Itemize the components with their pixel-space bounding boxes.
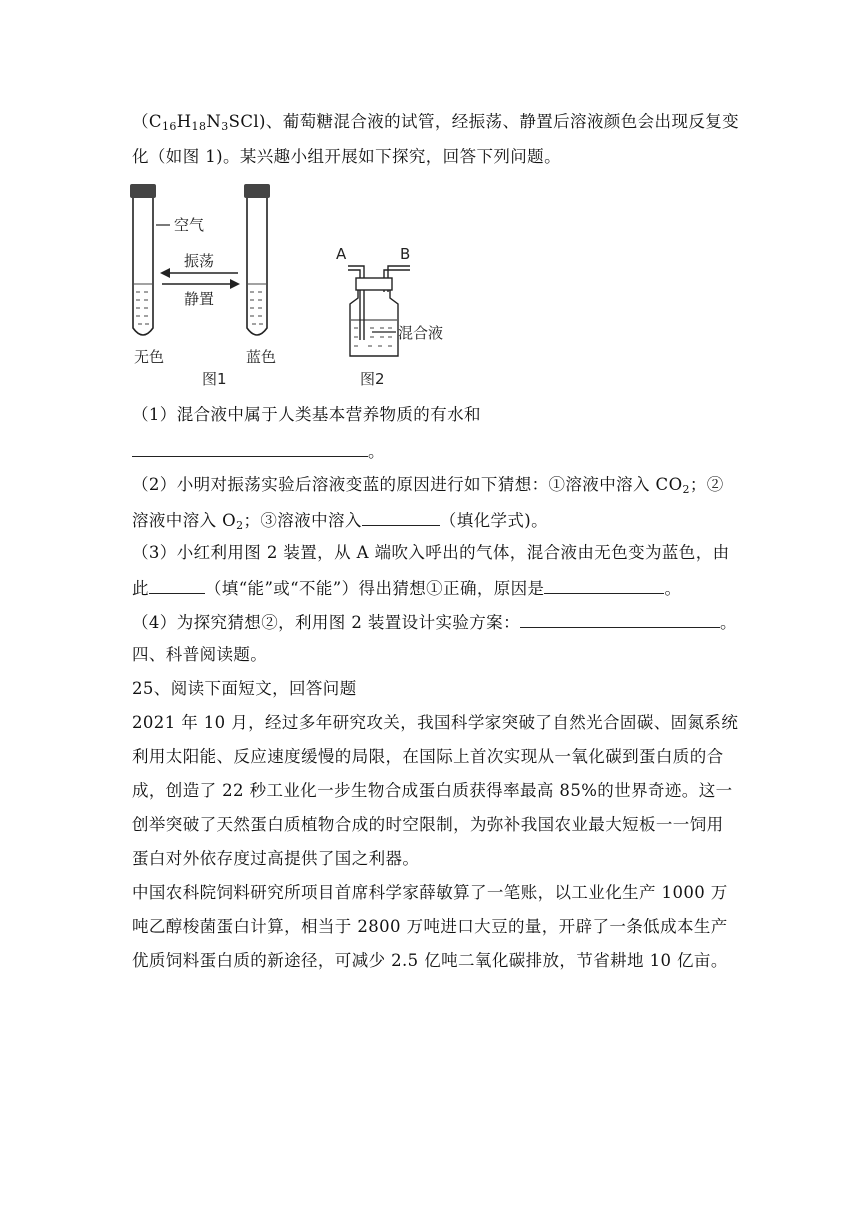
- q2-text: （2）小明对振荡实验后溶液变蓝的原因进行如下猜想：①溶液中溶入 CO: [132, 475, 683, 494]
- still-label: 静置: [184, 290, 215, 308]
- mixture-label: 混合液: [398, 324, 444, 342]
- passage-line: 中国农科院饲料研究所项目首席科学家薛敏算了一笔账，以工业化生产 1000 万: [132, 883, 728, 902]
- passage-line: 2021 年 10 月，经过多年研究攻关，我国科学家突破了自然光合固碳、固氮系统: [132, 713, 739, 732]
- subscript: 3: [221, 120, 229, 133]
- test-tube-blue: [244, 184, 270, 335]
- passage-line: 创举突破了天然蛋白质植物合成的时空限制，为弥补我国农业最大短板一一饲用: [132, 815, 724, 834]
- question-1: （1）混合液中属于人类基本营养物质的有水和: [132, 405, 481, 424]
- passage-line: 成，创造了 22 秒工业化一步生物合成蛋白质获得率最高 85%的世界奇迹。这一: [132, 781, 733, 800]
- question-1-answer: [132, 440, 385, 462]
- question-3-line-1: （3）小红利用图 2 装置，从 A 端吹入呼出的气体，混合液由无色变为蓝色，由: [132, 543, 730, 562]
- shake-label: 振荡: [184, 252, 215, 270]
- formula-n: N: [206, 112, 222, 131]
- intro-text: SCl)、葡萄糖混合液的试管，经振荡、静置后溶液颜色会出现反复变: [228, 112, 740, 131]
- formula-prefix: （C: [132, 112, 162, 131]
- subscript: 2: [236, 519, 244, 532]
- formula-blank[interactable]: [362, 509, 440, 526]
- test-tube-colorless: [130, 184, 156, 335]
- intro-line-2: 化（如图 1)。某兴趣小组开展如下探究，回答下列问题。: [132, 147, 561, 166]
- passage-line: 利用太阳能、反应速度缓慢的局限，在国际上首次实现从一氧化碳到蛋白质的合: [132, 747, 724, 766]
- q2-text: ；③溶液中溶入: [243, 511, 362, 530]
- subscript: 16: [161, 120, 177, 133]
- passage-line: 优质饲料蛋白质的新途径，可减少 2.5 亿吨二氧化碳排放，节省耕地 10 亿亩。: [132, 951, 728, 970]
- fig1-label: 图1: [202, 370, 227, 388]
- a-label: A: [336, 245, 347, 263]
- fig2-label: 图2: [360, 370, 385, 388]
- section-heading: 四、科普阅读题。: [132, 645, 268, 664]
- colorless-label: 无色: [134, 348, 165, 366]
- q3-text: （填“能”或“不能”）得出猜想①正确，原因是: [204, 579, 545, 598]
- gas-bottle: [348, 266, 410, 356]
- question-3-line-2: [132, 577, 681, 599]
- blue-label: 蓝色: [246, 348, 277, 366]
- formula-h: H: [176, 112, 192, 131]
- answer-blank[interactable]: [132, 440, 368, 457]
- intro-line-1: [132, 112, 739, 132]
- still-arrow: [162, 279, 240, 289]
- experiment-figure: [118, 180, 478, 390]
- period: 。: [720, 613, 737, 632]
- plan-blank[interactable]: [520, 611, 720, 628]
- b-label: B: [400, 245, 411, 263]
- q2-text: （填化学式)。: [439, 511, 549, 530]
- can-cannot-blank[interactable]: [149, 577, 205, 594]
- question-4: [132, 611, 737, 633]
- q3-text: 此: [132, 579, 149, 598]
- q2-text: 溶液中溶入 O: [132, 511, 237, 530]
- question-2-line-2: [132, 509, 548, 531]
- air-label: 空气: [174, 216, 205, 234]
- q2-text: ；②: [689, 475, 724, 494]
- subscript: 18: [191, 120, 207, 133]
- q4-text: （4）为探究猜想②，利用图 2 装置设计实验方案：: [132, 613, 520, 632]
- passage-line: 吨乙醇梭菌蛋白计算，相当于 2800 万吨进口大豆的量，开辟了一条低成本生产: [132, 917, 728, 936]
- reason-blank[interactable]: [544, 577, 664, 594]
- period: 。: [664, 579, 682, 598]
- subscript: 2: [682, 483, 690, 496]
- passage-line: 蛋白对外依存度过高提供了国之利器。: [132, 849, 420, 868]
- question-2-line-1: [132, 475, 724, 495]
- period: 。: [368, 442, 385, 461]
- question-25-title: 25、阅读下面短文，回答问题: [132, 679, 357, 698]
